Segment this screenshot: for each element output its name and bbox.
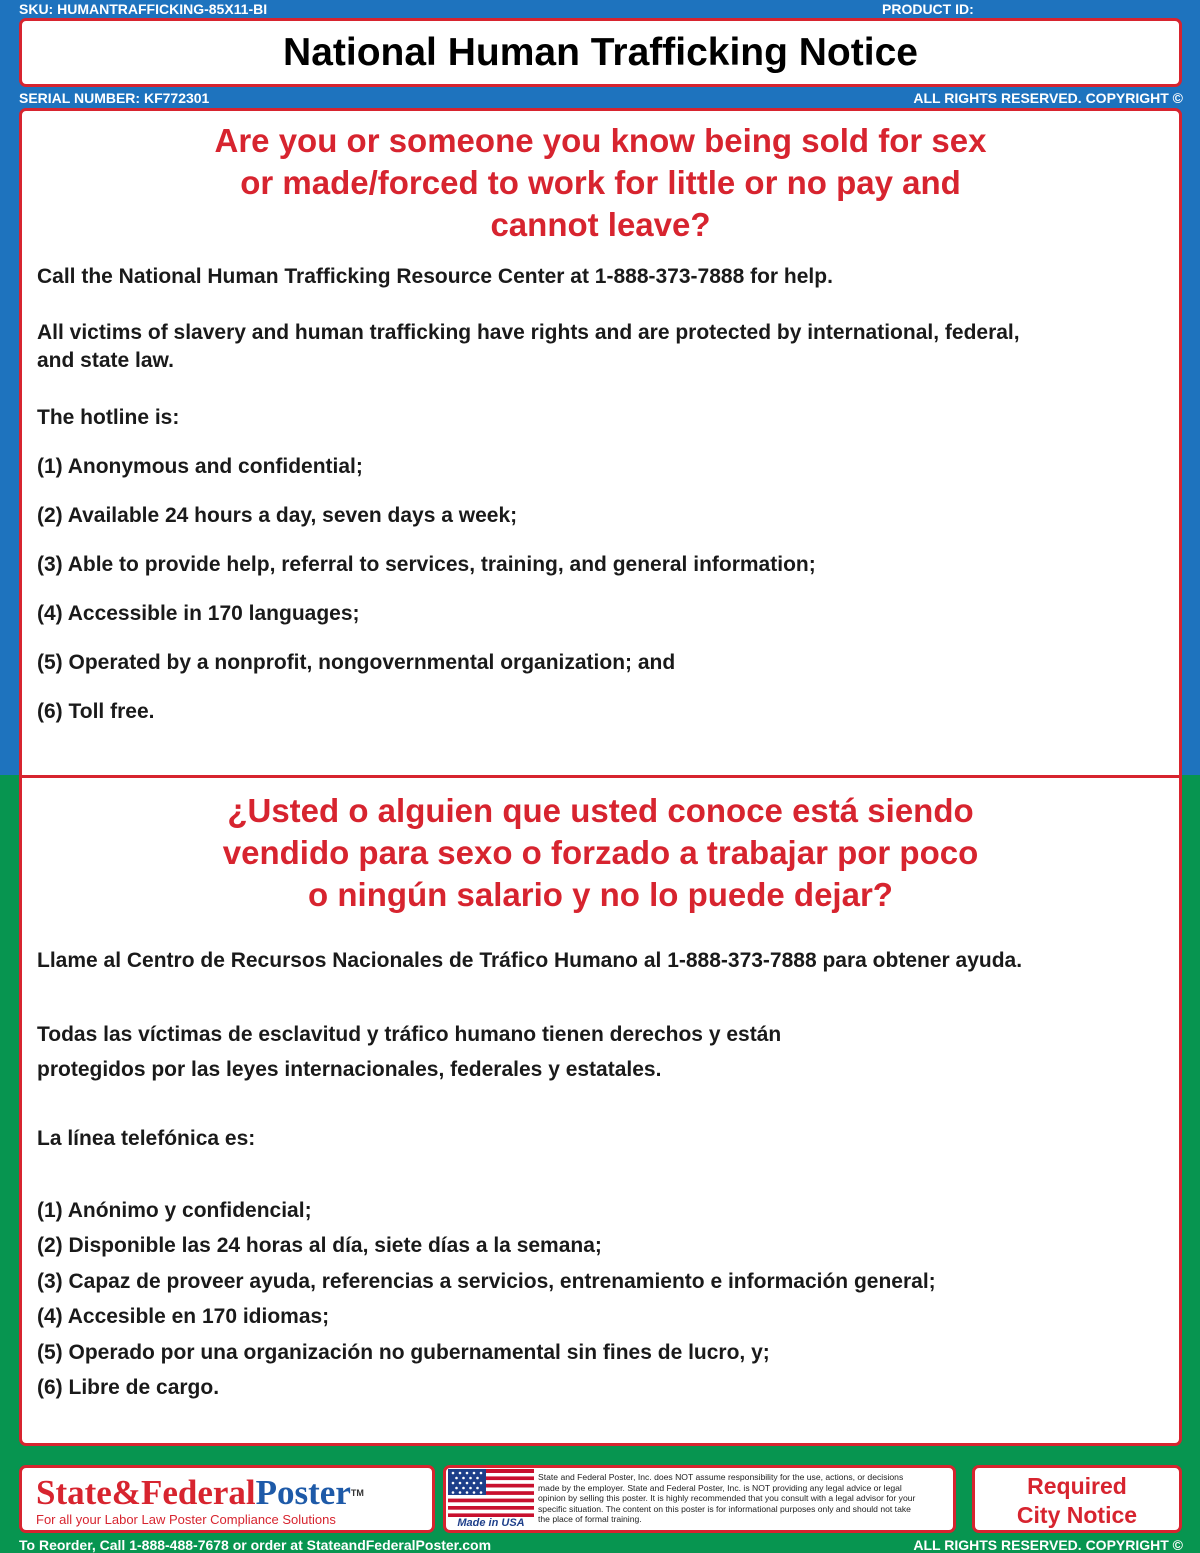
english-list-item: (6) Toll free. bbox=[37, 700, 155, 723]
spanish-heading-line: ¿Usted o alguien que usted conoce está siendo bbox=[227, 792, 974, 829]
required-notice-label bbox=[975, 1472, 1179, 1530]
required-notice-line: City Notice bbox=[1016, 1502, 1138, 1528]
brand-logo bbox=[36, 1474, 364, 1512]
spanish-call-text: Llame al Centro de Recursos Nacionales de Tráfico Humano al 1-888-373-7888 para obtener ayuda. bbox=[37, 949, 1023, 972]
spanish-list-item: (1) Anónimo y confidencial; bbox=[37, 1199, 312, 1222]
english-list-item: (4) Accessible in 170 languages; bbox=[37, 602, 360, 625]
english-rights-line: and state law. bbox=[37, 349, 174, 372]
brand-tagline: For all your Labor Law Poster Compliance Solutions bbox=[36, 1512, 336, 1527]
spanish-rights-line: protegidos por las leyes internacionales, federales y estatales. bbox=[37, 1058, 662, 1081]
made-in-usa-label: Made in USA bbox=[457, 1517, 525, 1529]
page-title: National Human Trafficking Notice bbox=[283, 31, 918, 74]
english-heading-line: or made/forced to work for little or no pay and bbox=[240, 164, 961, 201]
spanish-list-item: (5) Operado por una organización no gubernamental sin fines de lucro, y; bbox=[37, 1340, 770, 1364]
spanish-heading bbox=[22, 790, 1179, 916]
disclaimer-text: State and Federal Poster, Inc. does NOT assume responsibility for the use, actions, or decisions made by the employer. State and Federal Poster, Inc. is NOT providing any legal advice or legal opinion by selling this poster. It is highly recommended that you consult with a legal advisor for your specific situation. The content on this poster is for informational purposes only and should not take the place of formal training. bbox=[538, 1472, 916, 1525]
spanish-heading-line: o ningún salario y no lo puede dejar? bbox=[308, 876, 893, 913]
brand-logo-part1: State&Federal bbox=[36, 1473, 256, 1512]
english-call-text: Call the National Human Trafficking Resource Center at 1-888-373-7888 for help. bbox=[37, 265, 833, 288]
english-heading bbox=[22, 120, 1179, 246]
english-list-item: (2) Available 24 hours a day, seven days a week; bbox=[37, 504, 518, 527]
reorder-info: To Reorder, Call 1-888-488-7678 or order at StateandFederalPoster.com bbox=[19, 1537, 492, 1553]
english-hotline-intro: The hotline is: bbox=[37, 406, 180, 429]
notice-panel bbox=[19, 108, 1182, 1446]
spanish-list-item: (2) Disponible las 24 horas al día, siete días a la semana; bbox=[37, 1234, 602, 1258]
english-heading-line: Are you or someone you know being sold for sex bbox=[214, 122, 987, 159]
english-heading-line: cannot leave? bbox=[490, 206, 711, 243]
brand-logo-part2: Poster bbox=[255, 1473, 351, 1512]
disclaimer-box bbox=[443, 1465, 956, 1533]
trademark-mark: TM bbox=[350, 1488, 364, 1498]
spanish-heading-line: vendido para sexo o forzado a trabajar por poco bbox=[222, 834, 979, 871]
english-list-item: (1) Anonymous and confidential; bbox=[37, 455, 363, 478]
spanish-list-item: (3) Capaz de proveer ayuda, referencias a servicios, entrenamiento e información general; bbox=[37, 1269, 936, 1293]
title-box bbox=[19, 18, 1182, 87]
serial-number: SERIAL NUMBER: KF772301 bbox=[19, 90, 210, 106]
required-notice-box bbox=[972, 1465, 1182, 1533]
english-list-item: (3) Able to provide help, referral to services, training, and general information; bbox=[37, 553, 816, 576]
spanish-rights-line: Todas las víctimas de esclavitud y tráfico humano tienen derechos y están bbox=[37, 1023, 782, 1046]
english-rights-line: All victims of slavery and human trafficking have rights and are protected by international, federal, bbox=[37, 321, 1020, 344]
spanish-list-item: (6) Libre de cargo. bbox=[37, 1376, 220, 1400]
spanish-hotline-intro: La línea telefónica es: bbox=[37, 1127, 256, 1150]
product-id-label: PRODUCT ID: bbox=[882, 1, 974, 17]
required-notice-line: Required bbox=[1027, 1473, 1127, 1499]
section-divider bbox=[22, 775, 1179, 778]
copyright-top: ALL RIGHTS RESERVED. COPYRIGHT © bbox=[913, 90, 1183, 106]
spanish-list-item: (4) Accesible en 170 idiomas; bbox=[37, 1305, 330, 1329]
spanish-rights-text bbox=[37, 1017, 1157, 1087]
brand-logo-box bbox=[19, 1465, 435, 1533]
english-rights-text bbox=[37, 319, 1157, 375]
copyright-bottom: ALL RIGHTS RESERVED. COPYRIGHT © bbox=[913, 1537, 1183, 1553]
english-list-item: (5) Operated by a nonprofit, nongovernmental organization; and bbox=[37, 651, 676, 674]
spanish-list bbox=[37, 1193, 1157, 1405]
sku-label: SKU: HUMANTRAFFICKING-85X11-BI bbox=[19, 1, 268, 17]
